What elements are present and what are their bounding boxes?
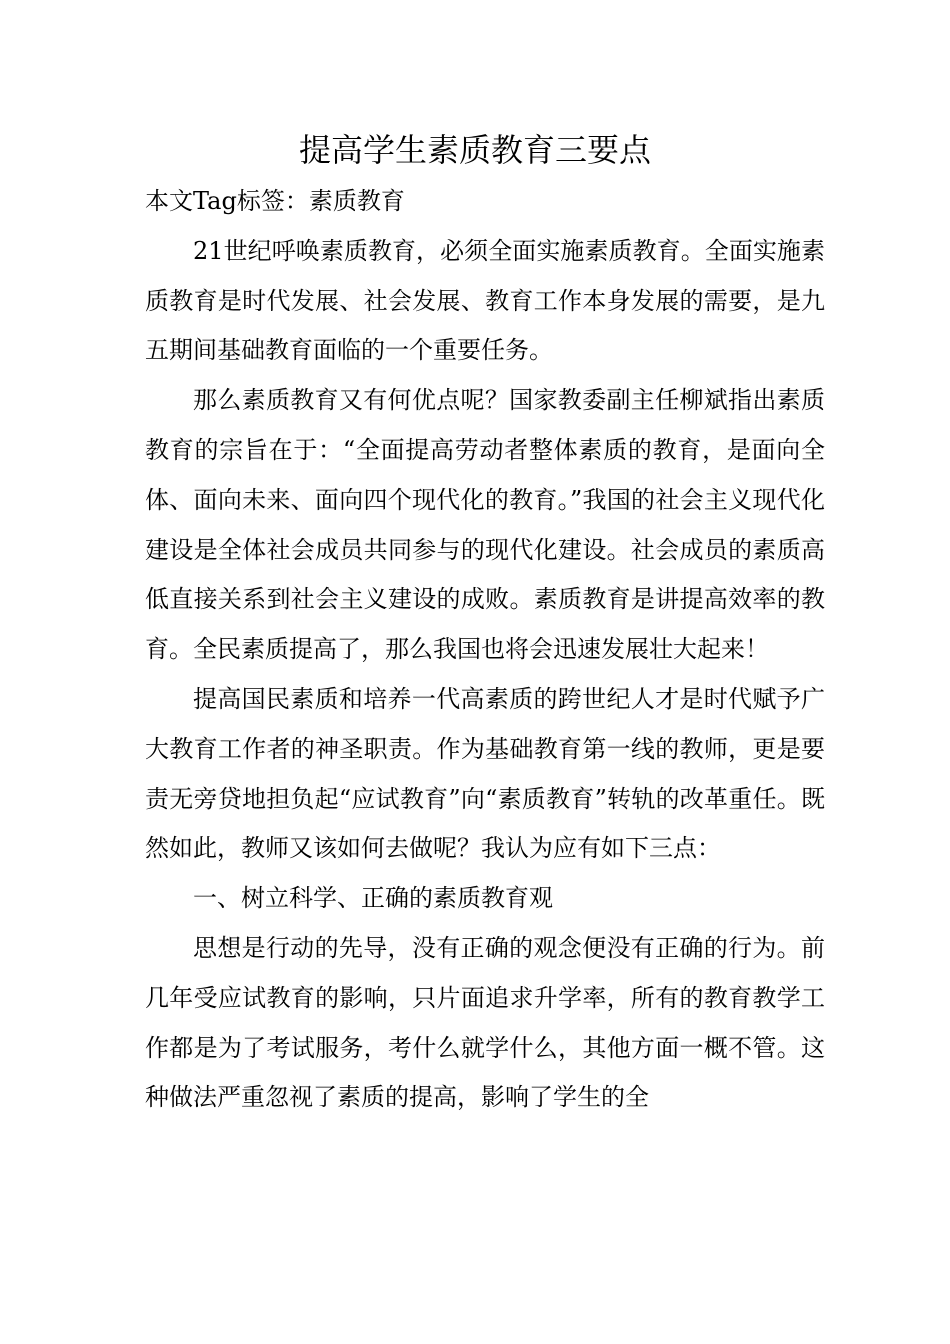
document-title: 提高学生素质教育三要点	[298, 131, 651, 169]
section-heading: 一、树立科学、正确的素质教育观	[193, 884, 553, 913]
paragraph: 那么素质教育又有何优点呢？国家教委副主任柳斌指出素质教育的宗旨在于：“全面提高劳动者整体素质的教育，是面向全体、面向未来、面向四个现代化的教育。”我国的社会主义现代化建设是全体社会成员共同参与的现代化建设。社会成员的素质高低直接关系到社会主义建设的成败。素质教育是讲提高效率的教育。全民素质提高了，那么我国也将会迅速发展壮大起来！	[145, 386, 825, 664]
paragraph: 提高国民素质和培养一代高素质的跨世纪人才是时代赋予广大教育工作者的神圣职责。作为基础教育第一线的教师，更是要责无旁贷地担负起“应试教育”向“素质教育”转轨的改革重任。既然如此，教师又该如何去做呢？我认为应有如下三点：	[145, 684, 825, 863]
paragraph: 21世纪呼唤素质教育，必须全面实施素质教育。全面实施素质教育是时代发展、社会发展、教育工作本身发展的需要，是九五期间基础教育面临的一个重要任务。	[145, 236, 825, 365]
paragraph: 思想是行动的先导，没有正确的观念便没有正确的行为。前几年受应试教育的影响，只片面追求升学率，所有的教育教学工作都是为了考试服务，考什么就学什么，其他方面一概不管。这种做法严重忽视了素质的提高，影响了学生的全	[145, 933, 825, 1112]
tag-line: 本文Tag标签：素质教育	[145, 187, 405, 215]
document-body	[145, 177, 825, 1123]
